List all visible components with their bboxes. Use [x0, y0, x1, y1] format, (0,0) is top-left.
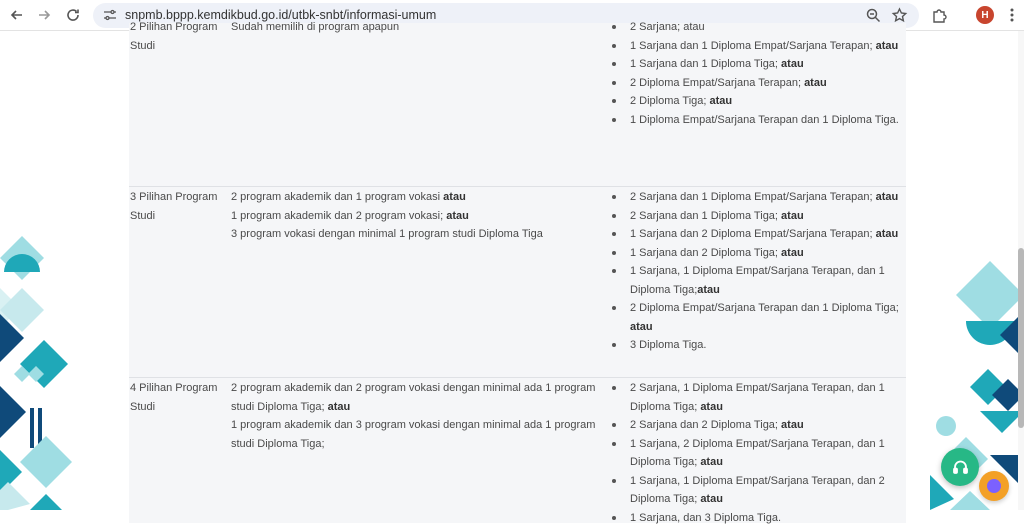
reload-button[interactable]	[62, 4, 84, 26]
forward-button[interactable]	[33, 4, 55, 26]
avatar[interactable]: H	[976, 6, 994, 24]
row-4-program-list	[231, 379, 621, 453]
line-text: 2 program akademik dan 1 program vokasi	[231, 191, 443, 203]
atau-keyword: atau	[781, 58, 804, 70]
line-text: 3 Diploma Tiga.	[630, 339, 706, 351]
program-line	[231, 207, 621, 226]
arrow-left-icon	[9, 7, 25, 23]
atau-keyword: atau	[328, 401, 351, 413]
atau-keyword: atau	[630, 321, 653, 333]
row-4-combinations	[609, 379, 904, 527]
line-text: 2 Diploma Empat/Sarjana Terapan;	[630, 77, 804, 89]
list-item	[609, 92, 904, 111]
row-2-name	[130, 18, 227, 55]
atau-keyword: atau	[700, 401, 723, 413]
row-2-name-top: 2 Pilihan Program	[130, 18, 227, 37]
list-item	[609, 74, 904, 93]
line-text: 2 Sarjana dan 1 Diploma Empat/Sarjana Terapan;	[630, 191, 876, 203]
line-text: 1 Sarjana, 2 Diploma Empat/Sarjana Terapan, dan 1 Diploma Tiga;	[630, 438, 885, 469]
reload-icon	[65, 7, 81, 23]
row-4-name: 4 Pilihan Program Studi	[130, 379, 227, 416]
row-divider	[129, 186, 906, 187]
atau-keyword: atau	[781, 247, 804, 259]
atau-keyword: atau	[781, 419, 804, 431]
line-text: 1 Sarjana, 1 Diploma Empat/Sarjana Terapan, dan 2 Diploma Tiga;	[630, 475, 885, 506]
page-scrollbar[interactable]	[1018, 31, 1024, 510]
program-line	[231, 188, 621, 207]
atau-keyword: atau	[804, 77, 827, 89]
row-2-programs	[231, 18, 621, 37]
list-item	[609, 55, 904, 74]
line-text: 2 Diploma Empat/Sarjana Terapan dan 1 Diploma Tiga;	[630, 302, 899, 314]
atau-keyword: atau	[781, 210, 804, 222]
scrollbar-thumb[interactable]	[1018, 248, 1024, 428]
row-2-combo-list	[609, 18, 904, 129]
combo-text: 2 Sarjana; atau	[630, 21, 705, 33]
row-3-name: 3 Pilihan Program Studi	[130, 188, 227, 225]
headset-icon	[952, 459, 969, 476]
line-text: 1 Diploma Empat/Sarjana Terapan dan 1 Diploma Tiga.	[630, 114, 899, 126]
list-item	[609, 207, 904, 226]
atau-keyword: atau	[443, 191, 466, 203]
line-text: 2 program akademik dan 2 program vokasi dengan minimal ada 1 program studi Diploma Tiga;	[231, 382, 595, 413]
list-item	[609, 111, 904, 130]
list-item	[609, 262, 904, 299]
program-line	[231, 379, 621, 416]
line-text: 3 program vokasi dengan minimal 1 program studi Diploma Tiga	[231, 228, 543, 240]
tune-icon[interactable]	[103, 8, 117, 22]
row-3-combo-list	[609, 188, 904, 355]
atau-keyword: atau	[709, 95, 732, 107]
program-choice-table	[129, 23, 906, 523]
page-viewport	[0, 31, 1024, 510]
kebab-menu-icon[interactable]	[1006, 6, 1018, 24]
atau-keyword: atau	[876, 228, 899, 240]
line-text: 2 Diploma Tiga;	[630, 95, 709, 107]
list-item	[609, 37, 904, 56]
list-item	[609, 336, 904, 355]
list-item	[609, 299, 904, 336]
atau-keyword: atau	[446, 210, 469, 222]
row-3-programs	[231, 188, 621, 244]
list-item	[609, 472, 904, 509]
line-text: 1 Sarjana dan 1 Diploma Tiga;	[630, 58, 781, 70]
help-chat-button[interactable]	[941, 448, 979, 486]
list-item	[609, 244, 904, 263]
line-text: 1 Sarjana dan 2 Diploma Empat/Sarjana Terapan;	[630, 228, 876, 240]
atau-keyword: atau	[876, 40, 899, 52]
list-item	[609, 18, 904, 37]
ai-assistant-button[interactable]	[979, 471, 1009, 501]
line-text: 1 program akademik dan 2 program vokasi;	[231, 210, 446, 222]
puzzle-icon[interactable]	[931, 6, 949, 24]
list-item	[609, 225, 904, 244]
line-text: 1 Sarjana dan 2 Diploma Tiga;	[630, 247, 781, 259]
line-text: 1 program akademik dan 3 program vokasi dengan minimal ada 1 program studi Diploma Tiga;	[231, 419, 595, 450]
line-text: 1 Sarjana, 1 Diploma Empat/Sarjana Terapan, dan 1 Diploma Tiga;	[630, 265, 885, 296]
list-item	[609, 509, 904, 527]
url-text[interactable]: snpmb.bppp.kemdikbud.go.id/utbk-snbt/informasi-umum	[125, 8, 436, 22]
decorative-pattern-left	[0, 236, 80, 510]
line-text: 2 Sarjana, 1 Diploma Empat/Sarjana Terapan, dan 1 Diploma Tiga;	[630, 382, 885, 413]
program-line	[231, 416, 621, 453]
atau-keyword: atau	[700, 493, 723, 505]
list-item	[609, 188, 904, 207]
list-item	[609, 435, 904, 472]
row-3-combinations	[609, 188, 904, 355]
back-button[interactable]	[6, 4, 28, 26]
arrow-right-icon	[36, 7, 52, 23]
row-4-combo-list	[609, 379, 904, 527]
row-2-program-text: Sudah memilih di program apapun	[231, 18, 621, 37]
line-text: 2 Sarjana dan 2 Diploma Tiga;	[630, 419, 781, 431]
main-content	[88, 31, 928, 510]
line-text: 2 Sarjana dan 1 Diploma Tiga;	[630, 210, 781, 222]
atau-keyword: atau	[700, 456, 723, 468]
row-3-program-list	[231, 188, 621, 244]
line-text: 1 Sarjana dan 1 Diploma Empat/Sarjana Terapan;	[630, 40, 876, 52]
list-item	[609, 379, 904, 416]
program-line	[231, 225, 621, 244]
atau-keyword: atau	[876, 191, 899, 203]
atau-keyword: atau	[697, 284, 720, 296]
row-4-programs	[231, 379, 621, 453]
list-item	[609, 416, 904, 435]
ai-assistant-icon	[987, 479, 1001, 493]
row-divider	[129, 377, 906, 378]
line-text: 1 Sarjana, dan 3 Diploma Tiga.	[630, 512, 781, 524]
row-2-combinations	[609, 18, 904, 129]
row-2-name-bottom: Studi	[130, 37, 227, 56]
